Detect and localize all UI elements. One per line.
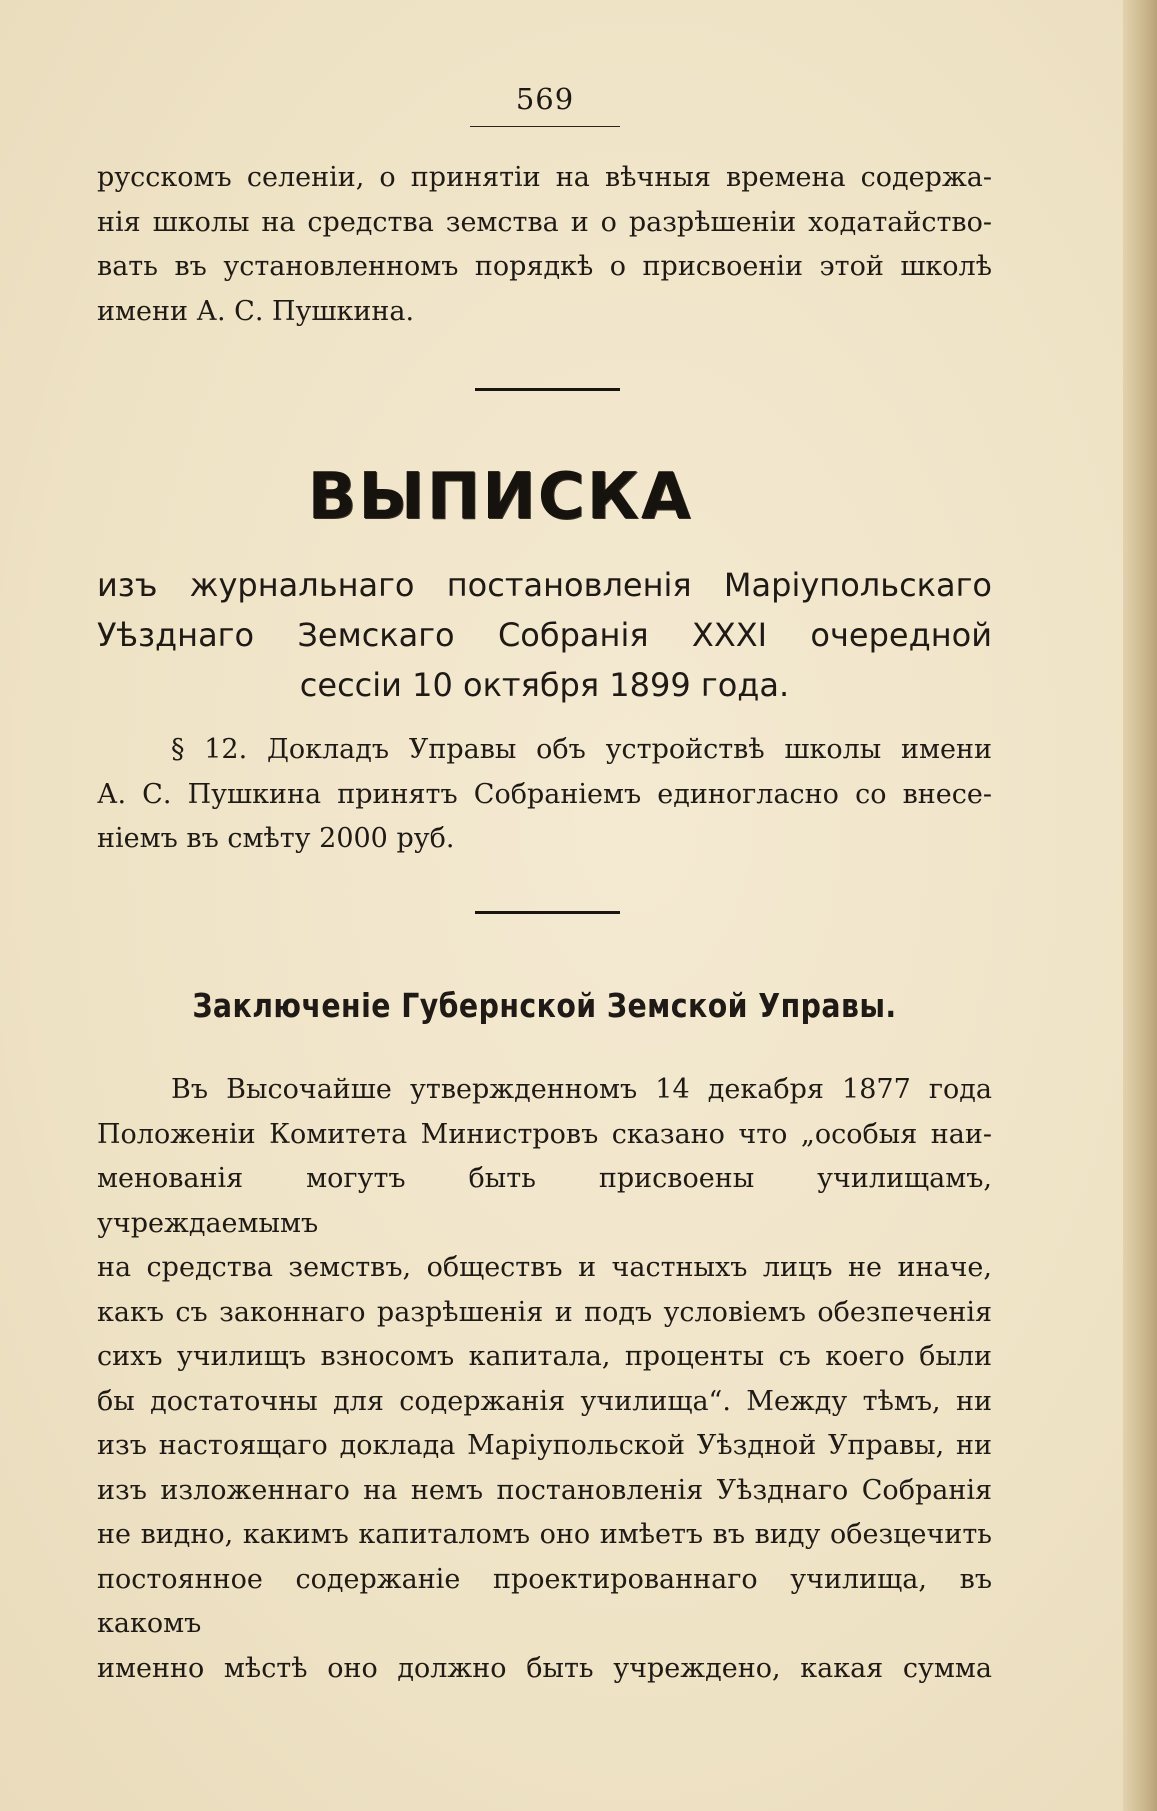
text-line: имени А. С. Пушкина. (97, 295, 415, 327)
section-divider (475, 388, 620, 391)
section-paragraph (97, 728, 992, 862)
subtitle-line: изъ журнальнаго постановленія Маріупольскаго (97, 566, 992, 604)
text-line: какъ съ законнаго разрѣшенія и подъ условіемъ обезпеченія (97, 1296, 992, 1328)
page-edge-shadow (1123, 0, 1157, 1811)
opening-paragraph (97, 156, 992, 334)
document-title: ВЫПИСКА (307, 460, 693, 534)
section-divider (475, 911, 620, 914)
text-line: изъ изложеннаго на немъ постановленія Уѣзднаго Собранія (97, 1474, 992, 1506)
text-line: нія школы на средства земства и о разрѣшеніи ходатайство- (97, 206, 992, 238)
text-line: изъ настоящаго доклада Маріупольской Уѣздной Управы, ни (97, 1430, 992, 1461)
text-line: А. С. Пушкина принятъ Собраніемъ единогласно со внесе- (97, 778, 992, 810)
text-line: русскомъ селеніи, о принятіи на вѣчныя времена содержа- (97, 162, 992, 193)
conclusion-paragraph (97, 1068, 992, 1691)
text-line: вать въ установленномъ порядкѣ о присвоеніи этой школѣ (97, 251, 992, 282)
page-number: 569 (515, 82, 575, 116)
text-line: именно мѣстѣ оно должно быть учреждено, какая сумма (97, 1652, 992, 1684)
text-line: не видно, какимъ капиталомъ оно имѣетъ въ виду обезцечить (97, 1519, 992, 1550)
section-heading: Заключеніе Губернской Земской Управы. (192, 986, 897, 1025)
text-line: на средства земствъ, обществъ и частныхъ лицъ не иначе, (97, 1252, 992, 1283)
subtitle-line: Уѣзднаго Земскаго Собранія XXXI очередной (97, 616, 992, 654)
text-line: § 12. Докладъ Управы объ устройствѣ школы имени (171, 734, 992, 765)
subtitle-line: сессіи 10 октября 1899 года. (299, 666, 790, 704)
text-line: постоянное содержаніе проектированнаго училища, въ какомъ (97, 1563, 992, 1639)
text-line: ніемъ въ смѣту 2000 руб. (97, 823, 455, 854)
text-line: Въ Высочайше утвержденномъ 14 декабря 1877 года (171, 1074, 992, 1105)
page-number-underline (470, 126, 620, 127)
text-line: Положеніи Комитета Министровъ сказано что „особыя наи- (97, 1118, 992, 1150)
document-subtitle (97, 560, 992, 710)
text-line: сихъ училищъ взносомъ капитала, проценты съ коего были (97, 1341, 992, 1372)
text-line: менованія могутъ быть присвоены училищамъ, учреждаемымъ (97, 1163, 992, 1239)
text-line: бы достаточны для содержанія училища“. Между тѣмъ, ни (97, 1385, 992, 1417)
